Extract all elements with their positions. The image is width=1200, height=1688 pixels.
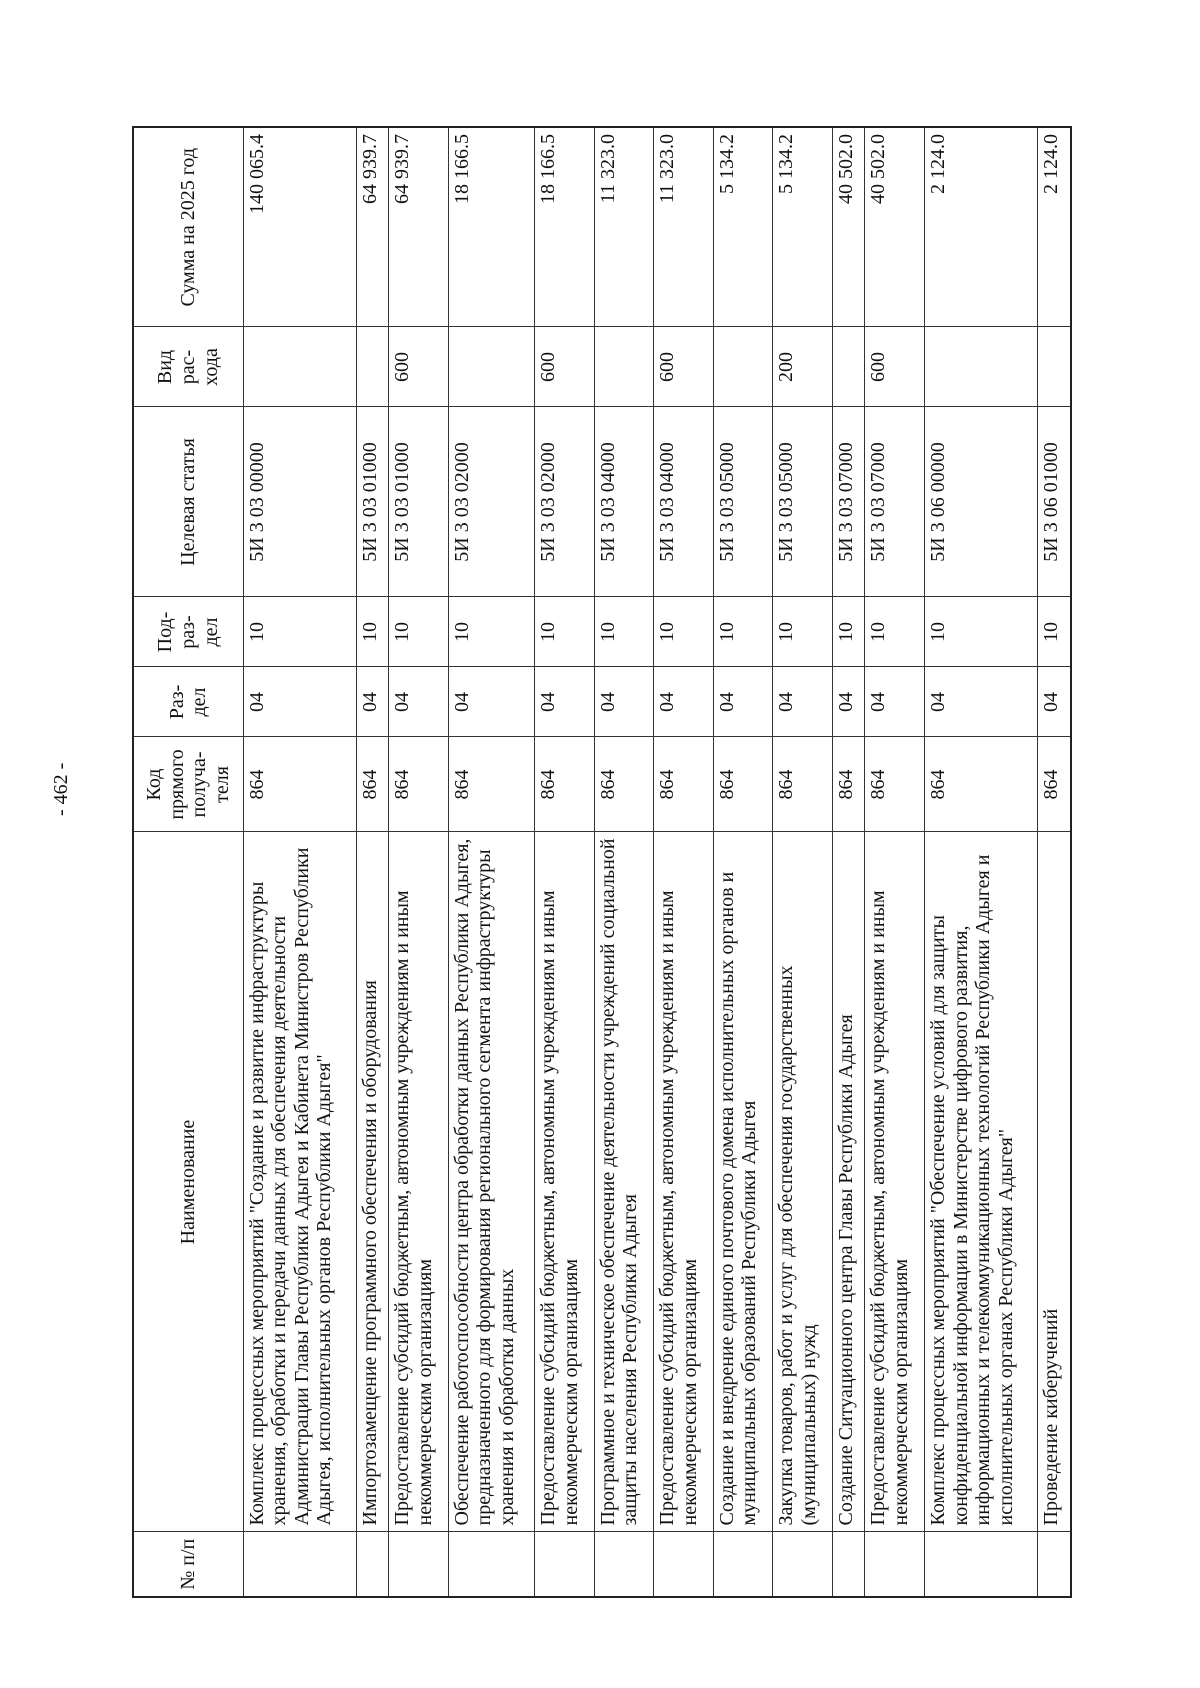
cell-podrazdel: 10: [924, 597, 1037, 667]
cell-name: Импортозамещение программного обеспечения и оборудования: [356, 832, 389, 1532]
cell-name: Предоставление субсидий бюджетным, автономным учреждениям и иным некоммерческим организациям: [535, 832, 595, 1532]
cell-razdel: 04: [832, 667, 865, 737]
header-vid: Вид рас-хода: [133, 327, 243, 407]
cell-podrazdel: 10: [773, 597, 833, 667]
cell-razdel: 04: [356, 667, 389, 737]
table-container: [132, 128, 1072, 1598]
cell-razdel: 04: [865, 667, 925, 737]
table-row: [594, 127, 654, 1597]
cell-celevaya: 5И 3 03 04000: [654, 407, 714, 597]
cell-vid: [713, 327, 773, 407]
table-row: [713, 127, 773, 1597]
cell-podrazdel: 10: [535, 597, 595, 667]
cell-celevaya: 5И 3 03 04000: [594, 407, 654, 597]
cell-kod: 864: [832, 737, 865, 832]
cell-name: Предоставление субсидий бюджетным, автономным учреждениям и иным некоммерческим организациям: [654, 832, 714, 1532]
cell-podrazdel: 10: [448, 597, 534, 667]
table-header-row: [133, 127, 243, 1597]
cell-celevaya: 5И 3 06 00000: [924, 407, 1037, 597]
cell-kod: 864: [243, 737, 356, 832]
cell-celevaya: 5И 3 03 05000: [713, 407, 773, 597]
cell-num: [594, 1532, 654, 1597]
table-row: [356, 127, 389, 1597]
cell-summa: 2 124.0: [1038, 127, 1071, 327]
cell-num: [1038, 1532, 1071, 1597]
cell-razdel: 04: [713, 667, 773, 737]
cell-podrazdel: 10: [654, 597, 714, 667]
cell-num: [924, 1532, 1037, 1597]
cell-vid: 600: [389, 327, 449, 407]
header-kod: Код прямого получа-теля: [133, 737, 243, 832]
cell-razdel: 04: [654, 667, 714, 737]
cell-celevaya: 5И 3 03 00000: [243, 407, 356, 597]
cell-num: [448, 1532, 534, 1597]
cell-kod: 864: [448, 737, 534, 832]
cell-summa: 5 134.2: [713, 127, 773, 327]
cell-vid: 600: [654, 327, 714, 407]
cell-kod: 864: [654, 737, 714, 832]
cell-summa: 64 939.7: [356, 127, 389, 327]
table-row: [1038, 127, 1071, 1597]
cell-podrazdel: 10: [865, 597, 925, 667]
cell-num: [535, 1532, 595, 1597]
cell-kod: 864: [865, 737, 925, 832]
cell-summa: 64 939.7: [389, 127, 449, 327]
cell-celevaya: 5И 3 03 02000: [448, 407, 534, 597]
cell-podrazdel: 10: [1038, 597, 1071, 667]
cell-name: Комплекс процессных мероприятий "Создание и развитие инфраструктуры хранения, обработки и передачи данных для обеспечения деятельности Администрации Главы Республики Адыгея и Кабинета Министров Республики Адыгея, исполнительных органов Республики Адыгея": [243, 832, 356, 1532]
cell-podrazdel: 10: [389, 597, 449, 667]
cell-num: [832, 1532, 865, 1597]
cell-summa: 11 323.0: [594, 127, 654, 327]
table-row: [448, 127, 534, 1597]
cell-razdel: 04: [535, 667, 595, 737]
cell-celevaya: 5И 3 03 07000: [865, 407, 925, 597]
cell-celevaya: 5И 3 03 05000: [773, 407, 833, 597]
cell-podrazdel: 10: [243, 597, 356, 667]
cell-vid: [924, 327, 1037, 407]
cell-num: [243, 1532, 356, 1597]
cell-kod: 864: [713, 737, 773, 832]
cell-kod: 864: [1038, 737, 1071, 832]
cell-celevaya: 5И 3 03 01000: [389, 407, 449, 597]
cell-kod: 864: [389, 737, 449, 832]
page-number: - 462 -: [50, 762, 72, 816]
header-num: № п/п: [133, 1532, 243, 1597]
cell-kod: 864: [773, 737, 833, 832]
cell-name: Предоставление субсидий бюджетным, автономным учреждениям и иным некоммерческим организациям: [865, 832, 925, 1532]
header-razdel: Раз-дел: [133, 667, 243, 737]
cell-num: [713, 1532, 773, 1597]
cell-vid: [356, 327, 389, 407]
cell-kod: 864: [535, 737, 595, 832]
cell-name: Комплекс процессных мероприятий "Обеспечение условий для защиты конфиденциальной информации в Министерстве цифрового развития, информационных и телекоммуникационных технологий Республики Адыгея и исполнительных органах Республики Адыгея": [924, 832, 1037, 1532]
cell-celevaya: 5И 3 03 07000: [832, 407, 865, 597]
cell-podrazdel: 10: [594, 597, 654, 667]
cell-summa: 18 166.5: [448, 127, 534, 327]
cell-vid: [1038, 327, 1071, 407]
header-celevaya: Целевая статья: [133, 407, 243, 597]
cell-razdel: 04: [594, 667, 654, 737]
cell-summa: 40 502.0: [832, 127, 865, 327]
cell-vid: 600: [535, 327, 595, 407]
cell-razdel: 04: [924, 667, 1037, 737]
cell-name: Создание и внедрение единого почтового домена исполнительных органов и муниципальных образований Республики Адыгея: [713, 832, 773, 1532]
cell-name: Обеспечение работоспособности центра обработки данных Республики Адыгея, предназначенного для формирования регионального сегмента инфраструктуры хранения и обработки данных: [448, 832, 534, 1532]
header-summa: Сумма на 2025 год: [133, 127, 243, 327]
cell-name: Предоставление субсидий бюджетным, автономным учреждениям и иным некоммерческим организациям: [389, 832, 449, 1532]
cell-celevaya: 5И 3 03 02000: [535, 407, 595, 597]
cell-name: Программное и техническое обеспечение деятельности учреждений социальной защиты населения Республики Адыгея: [594, 832, 654, 1532]
cell-vid: [832, 327, 865, 407]
cell-name: Проведение киберучений: [1038, 832, 1071, 1532]
budget-table: [132, 126, 1072, 1598]
cell-razdel: 04: [1038, 667, 1071, 737]
cell-vid: [243, 327, 356, 407]
cell-kod: 864: [924, 737, 1037, 832]
table-row: [924, 127, 1037, 1597]
cell-summa: 18 166.5: [535, 127, 595, 327]
cell-razdel: 04: [773, 667, 833, 737]
header-name: Наименование: [133, 832, 243, 1532]
table-row: [243, 127, 356, 1597]
cell-summa: 2 124.0: [924, 127, 1037, 327]
cell-summa: 40 502.0: [865, 127, 925, 327]
cell-summa: 140 065.4: [243, 127, 356, 327]
cell-kod: 864: [594, 737, 654, 832]
cell-vid: [594, 327, 654, 407]
table-row: [654, 127, 714, 1597]
cell-kod: 864: [356, 737, 389, 832]
cell-podrazdel: 10: [832, 597, 865, 667]
cell-vid: 600: [865, 327, 925, 407]
cell-num: [654, 1532, 714, 1597]
cell-vid: 200: [773, 327, 833, 407]
cell-vid: [448, 327, 534, 407]
table-row: [865, 127, 925, 1597]
table-row: [389, 127, 449, 1597]
cell-celevaya: 5И 3 06 01000: [1038, 407, 1071, 597]
cell-num: [773, 1532, 833, 1597]
cell-num: [865, 1532, 925, 1597]
cell-razdel: 04: [389, 667, 449, 737]
cell-num: [389, 1532, 449, 1597]
table-row: [535, 127, 595, 1597]
cell-name: Создание Ситуационного центра Главы Республики Адыгея: [832, 832, 865, 1532]
cell-razdel: 04: [243, 667, 356, 737]
cell-summa: 11 323.0: [654, 127, 714, 327]
cell-celevaya: 5И 3 03 01000: [356, 407, 389, 597]
table-row: [832, 127, 865, 1597]
header-podrazdel: Под-раз-дел: [133, 597, 243, 667]
cell-summa: 5 134.2: [773, 127, 833, 327]
table-row: [773, 127, 833, 1597]
cell-podrazdel: 10: [356, 597, 389, 667]
cell-podrazdel: 10: [713, 597, 773, 667]
cell-razdel: 04: [448, 667, 534, 737]
cell-num: [356, 1532, 389, 1597]
cell-name: Закупка товаров, работ и услуг для обеспечения государственных (муниципальных) нужд: [773, 832, 833, 1532]
